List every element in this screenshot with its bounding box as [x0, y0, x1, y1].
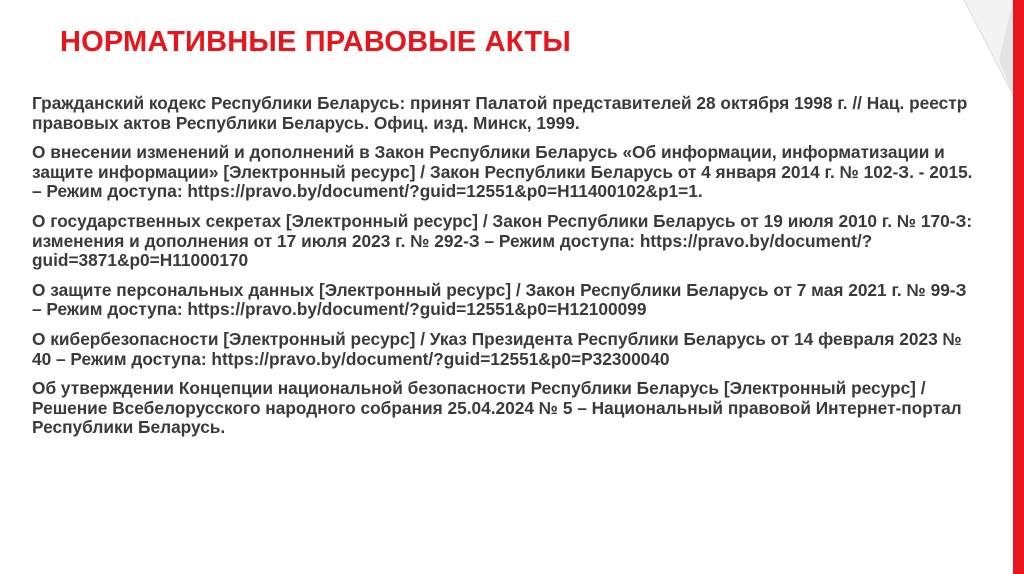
reference-item: Гражданский кодекс Республики Беларусь: принят Палатой представителей 28 октября 1998 г. // Нац. реестр правовых актов Республики Беларусь. Офиц. изд. Минск, 1999.	[32, 93, 968, 133]
accent-bar	[1013, 0, 1024, 574]
reference-item: О внесении изменений и дополнений в Закон Республики Беларусь «Об информации, информатизации и защите информации» [Электронный ресурс] / Закон Республики Беларусь от 4 января 2014 г. № 102-З. - 2015. – Режим доступа: https://pravo.by/document/?guid=12551&p0=H11400102&p1=1.	[32, 142, 973, 202]
reference-item: О кибербезопасности [Электронный ресурс] / Указ Президента Республики Беларусь от 14 февраля 2023 № 40 – Режим доступа: https://pravo.by/document/?guid=12551&p0=P32300040	[32, 328, 962, 369]
reference-item: О государственных секретах [Электронный ресурс] / Закон Республики Беларусь от 19 июля 2010 г. № 170-З: изменения и дополнения от 17 июля 2023 г. № 292-З – Режим доступа: https://pravo.by/document/?guid=3871&p0=H11000170	[32, 210, 973, 271]
reference-item: О защите персональных данных [Электронный ресурс] / Закон Республики Беларусь от 7 мая 2021 г. № 99-З – Режим доступа: https://pravo.by/document/?guid=12551&p0=H12100099	[32, 279, 967, 320]
reference-item: Об утверждении Концепции национальной безопасности Республики Беларусь [Электронный ресурс] / Решение Всебелорусского народного собрания 25.04.2024 № 5 – Национальный правовой Интернет-портал Республики Беларусь.	[32, 378, 962, 438]
references-list	[32, 94, 977, 448]
slide-title: НОРМАТИВНЫЕ ПРАВОВЫЕ АКТЫ	[60, 26, 571, 58]
